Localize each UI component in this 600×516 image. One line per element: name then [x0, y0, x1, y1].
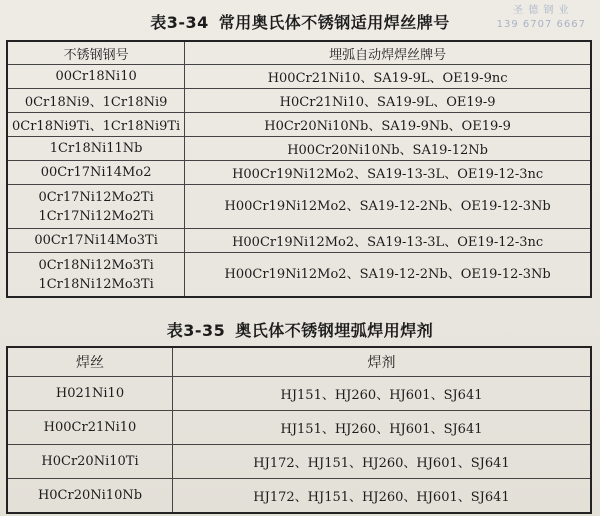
column-header-flux: 焊剂 — [173, 347, 592, 377]
table-row — [7, 185, 591, 229]
table-number: 表3-35 — [166, 321, 226, 340]
steel-grade-line: 1Cr18Ni12Mo3Ti — [38, 276, 154, 292]
steel-grade-cell: 00Cr17Ni14Mo2 — [7, 161, 185, 185]
steel-grade-cell — [7, 253, 185, 298]
wire-cell: H00Cr21Ni10 — [7, 411, 173, 445]
flux-cell: HJ151、HJ260、HJ601、SJ641 — [173, 411, 592, 445]
table-row — [7, 411, 591, 445]
table-title: 常用奥氏体不锈钢适用焊丝牌号 — [218, 13, 450, 32]
table-3-34 — [6, 40, 592, 298]
wire-grade-cell: H00Cr19Ni12Mo2、SA19-13-3L、OE19-12-3nc — [185, 161, 591, 185]
table-3-35-caption — [0, 318, 600, 341]
table-row — [7, 113, 591, 137]
wire-cell: H0Cr20Ni10Ti — [7, 445, 173, 479]
flux-cell: HJ172、HJ151、HJ260、HJ601、SJ641 — [173, 445, 592, 479]
table-header-row — [7, 41, 591, 65]
wire-grade-cell: H00Cr21Ni10、SA19-9L、OE19-9nc — [185, 65, 591, 89]
steel-grade-cell: 00Cr17Ni14Mo3Ti — [7, 229, 185, 253]
steel-grade-cell: 0Cr18Ni9、1Cr18Ni9 — [7, 89, 185, 113]
column-header-steel: 不锈钢钢号 — [7, 41, 185, 65]
steel-grade-line: 0Cr17Ni12Mo2Ti — [38, 189, 154, 205]
wire-grade-cell: H00Cr19Ni12Mo2、SA19-12-2Nb、OE19-12-3Nb — [185, 253, 591, 298]
table-number: 表3-34 — [150, 13, 209, 32]
table-row — [7, 479, 591, 514]
wire-cell: H0Cr20Ni10Nb — [7, 479, 173, 514]
flux-cell: HJ172、HJ151、HJ260、HJ601、SJ641 — [173, 479, 592, 514]
steel-grade-line: 1Cr17Ni12Mo2Ti — [38, 208, 154, 224]
table-row — [7, 229, 591, 253]
table-3-35 — [6, 346, 592, 514]
wire-grade-cell: H00Cr20Ni10Nb、SA19-12Nb — [185, 137, 591, 161]
table-row — [7, 445, 591, 479]
watermark-line-2: 139 6707 6667 — [496, 19, 586, 30]
steel-grade-line: 0Cr18Ni12Mo3Ti — [38, 257, 154, 273]
wire-cell: H021Ni10 — [7, 377, 173, 411]
wire-grade-cell: H00Cr19Ni12Mo2、SA19-13-3L、OE19-12-3nc — [185, 229, 591, 253]
steel-grade-cell: 00Cr18Ni10 — [7, 65, 185, 89]
table-row — [7, 89, 591, 113]
column-header-wire: 焊丝 — [7, 347, 173, 377]
table-row — [7, 65, 591, 89]
flux-cell: HJ151、HJ260、HJ601、SJ641 — [173, 377, 592, 411]
column-header-wire: 埋弧自动焊焊丝牌号 — [185, 41, 591, 65]
steel-grade-cell: 0Cr18Ni9Ti、1Cr18Ni9Ti — [7, 113, 185, 137]
table-row — [7, 377, 591, 411]
watermark-line-1: 圣 德 钢 业 — [513, 5, 570, 16]
table-title: 奥氏体不锈钢埋弧焊用焊剂 — [235, 321, 434, 340]
wire-grade-cell: H0Cr21Ni10、SA19-9L、OE19-9 — [185, 89, 591, 113]
steel-grade-cell — [7, 185, 185, 229]
wire-grade-cell: H0Cr20Ni10Nb、SA19-9Nb、OE19-9 — [185, 113, 591, 137]
wire-grade-cell: H00Cr19Ni12Mo2、SA19-12-2Nb、OE19-12-3Nb — [185, 185, 591, 229]
table-row — [7, 137, 591, 161]
table-3-34-caption — [0, 10, 600, 33]
table-row — [7, 161, 591, 185]
table-header-row — [7, 347, 591, 377]
table-row — [7, 253, 591, 298]
steel-grade-cell: 1Cr18Ni11Nb — [7, 137, 185, 161]
